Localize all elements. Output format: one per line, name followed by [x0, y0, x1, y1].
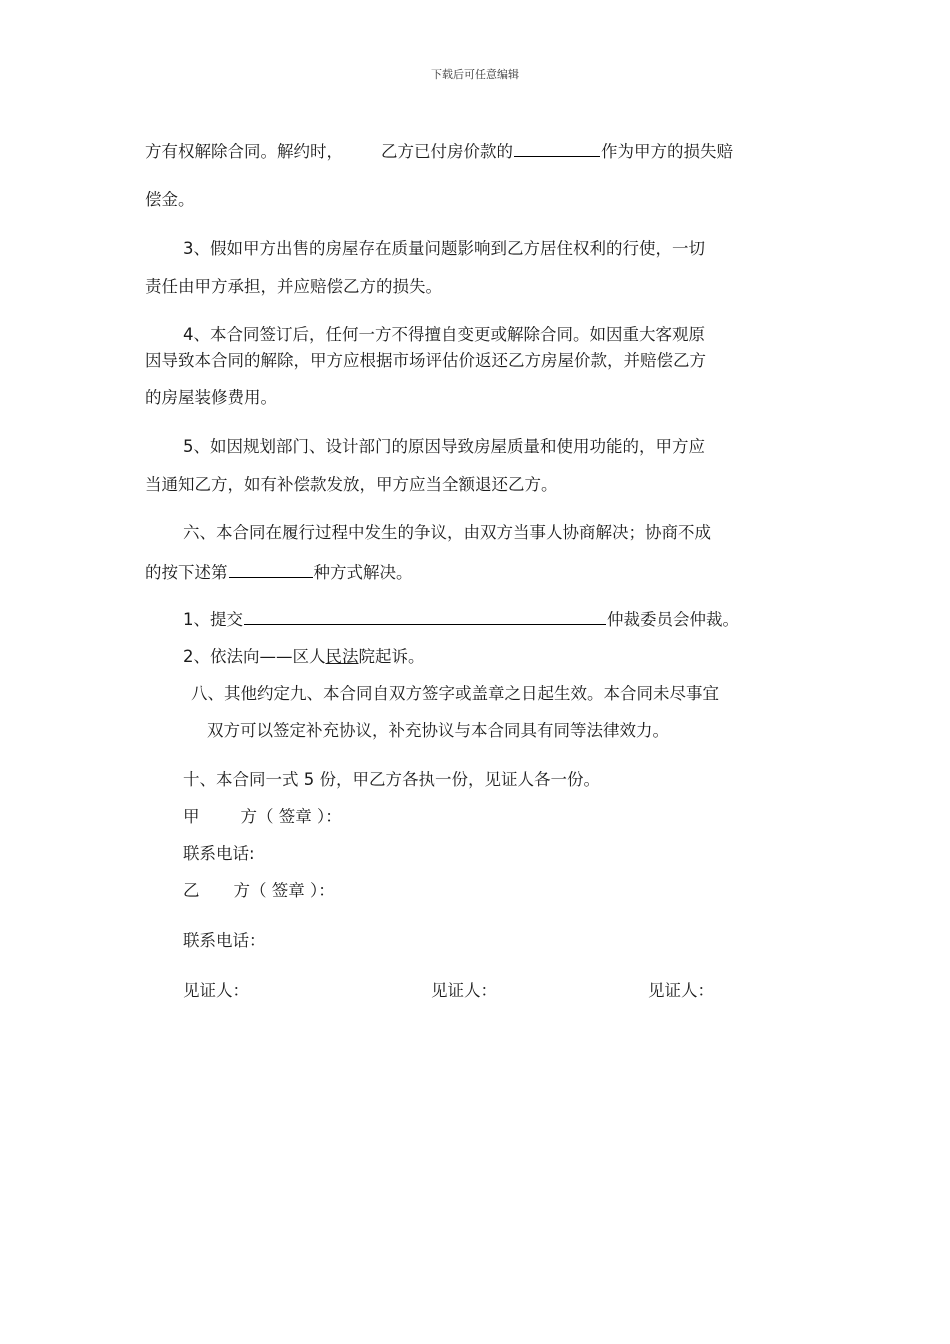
party-b-phone-line: 联系电话： — [183, 931, 266, 950]
text-segment: 民法 — [325, 647, 359, 666]
text-segment: 方（ 签章 ）： — [240, 807, 342, 826]
clause-3-line: 3、假如甲方出售的房屋存在质量问题影响到乙方居住权利的行使，一切 — [183, 239, 705, 258]
clause-6-line — [145, 561, 413, 584]
text-segment: 的按下述第 — [145, 563, 228, 582]
witness-1-label: 见证人： — [183, 981, 249, 1000]
text-segment: 方（ 签章 ）： — [233, 881, 335, 900]
option-2-line — [183, 646, 425, 668]
clause-4-line: 的房屋装修费用。 — [145, 388, 277, 407]
clause-5-line: 当通知乙方，如有补偿款发放，甲方应当全额退还乙方。 — [145, 475, 558, 494]
witness-2-label: 见证人： — [431, 981, 497, 1000]
party-a-signature-line — [183, 806, 342, 828]
clause-line — [145, 140, 733, 163]
text-segment: 院起诉。 — [358, 647, 425, 666]
clause-line: 偿金。 — [145, 190, 195, 209]
text-segment: 2、依法向——区人 — [183, 647, 326, 666]
option-1-line — [183, 608, 739, 631]
text-segment: 甲 — [183, 807, 200, 826]
page-header: 下载后可任意编辑 — [431, 68, 519, 81]
text-segment: 作为甲方的损失赔 — [601, 142, 733, 161]
party-a-phone-line: 联系电话: — [183, 844, 255, 863]
text-segment: 种方式解决。 — [313, 563, 413, 582]
clause-8-line: 双方可以签定补充协议，补充协议与本合同具有同等法律效力。 — [207, 721, 669, 740]
clause-6-line: 六、本合同在履行过程中发生的争议，由双方当事人协商解决；协商不成 — [183, 523, 711, 542]
text-segment: 乙方已付房价款的 — [381, 142, 513, 161]
blank-field — [244, 608, 606, 625]
clause-3-line: 责任由甲方承担，并应赔偿乙方的损失。 — [145, 277, 442, 296]
text-segment: 方有权解除合同。解约时， — [145, 142, 343, 161]
text-segment: 乙 — [183, 881, 200, 900]
blank-field — [229, 561, 313, 578]
clause-4-line: 因导致本合同的解除，甲方应根据市场评估价返还乙方房屋价款，并赔偿乙方 — [145, 351, 706, 370]
clause-4-line: 4、本合同签订后，任何一方不得擅自变更或解除合同。如因重大客观原 — [183, 325, 705, 344]
witness-3-label: 见证人： — [648, 981, 714, 1000]
clause-10-line: 十、本合同一式 5 份，甲乙方各执一份，见证人各一份。 — [183, 770, 600, 789]
party-b-signature-line — [183, 880, 335, 902]
clause-5-line: 5、如因规划部门、设计部门的原因导致房屋质量和使用功能的，甲方应 — [183, 437, 705, 456]
text-segment: 仲裁委员会仲裁。 — [607, 610, 739, 629]
blank-field — [514, 140, 600, 157]
text-segment: 1、提交 — [183, 610, 243, 629]
clause-8-line: 八、其他约定九、本合同自双方签字或盖章之日起生效。本合同未尽事宜 — [191, 684, 719, 703]
